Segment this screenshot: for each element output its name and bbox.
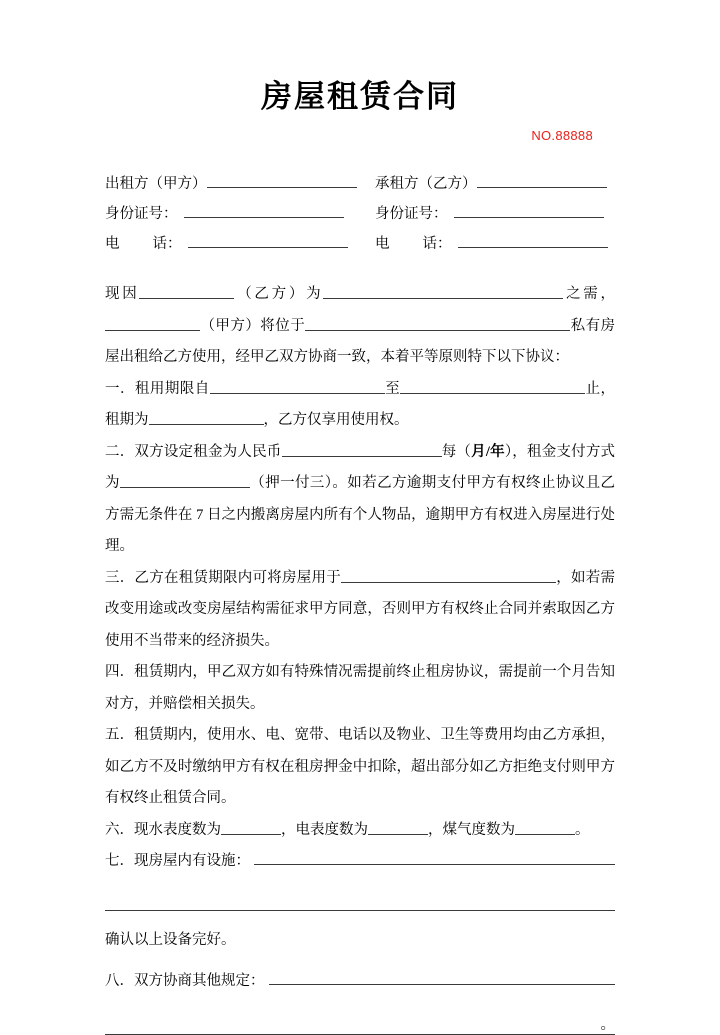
- lessor-id-field: [105, 199, 375, 229]
- clause-1-blank-start[interactable]: [210, 379, 385, 394]
- lessor-name-blank[interactable]: [207, 173, 357, 188]
- lessor-name-label: 出租方（甲方）: [105, 176, 207, 193]
- clause-6: [105, 815, 615, 847]
- clause-1-blank-term[interactable]: [149, 410, 264, 425]
- clause-4-text: 租赁期内，甲乙双方如有特殊情况需提前终止租房协议，需提前一个月告知对方，并赔偿相关损失。: [105, 664, 616, 712]
- preamble-blank-lessor[interactable]: [105, 316, 200, 331]
- preamble-text-2: （乙方）为: [234, 286, 324, 303]
- clause-7: [105, 846, 615, 878]
- document-number: NO.88888: [531, 128, 593, 144]
- clause-7-blank-line-1[interactable]: [254, 850, 615, 865]
- lessor-id-label: 身份证号：: [105, 206, 178, 223]
- clause-7-number: 七．: [105, 853, 134, 870]
- preamble-text-5: 将位于: [260, 317, 306, 334]
- clause-2-text-2c: ），租金支付方式为: [105, 443, 616, 492]
- party-row-name: [105, 169, 615, 199]
- clause-6-text-2: ，电表度数为: [281, 821, 368, 838]
- spacer: [105, 878, 615, 888]
- clause-5: [105, 720, 615, 815]
- clause-6-blank-water[interactable]: [221, 820, 281, 835]
- page-title: 房屋租赁合同: [261, 79, 459, 114]
- clause-6-number: 六．: [105, 821, 134, 838]
- lessee-name-label: 承租方（乙方）: [375, 176, 477, 193]
- lessee-phone-blank[interactable]: [458, 233, 608, 248]
- clause-1-blank-end[interactable]: [400, 379, 585, 394]
- parties-block: [105, 169, 615, 259]
- lessor-phone-colon: ：: [167, 236, 182, 253]
- confirmation-line: 确认以上设备完好。: [105, 931, 236, 948]
- clause-1-text-3: 止，租期为: [105, 380, 616, 429]
- clause-1-text-2: 至: [384, 380, 401, 397]
- clause-6-text-3: ，煤气度数为: [428, 821, 515, 838]
- clause-7-blank-line-2[interactable]: [105, 888, 615, 911]
- clause-2-period-unit: 月/年: [471, 443, 505, 460]
- clause-4: [105, 657, 615, 720]
- clause-1-number: 一．: [105, 380, 135, 397]
- clause-3-blank-use[interactable]: [341, 568, 556, 583]
- clause-1-text-4: ，乙方仅享用使用权。: [263, 412, 409, 429]
- clause-1: [105, 374, 615, 437]
- clause-2-number: 二．: [105, 443, 135, 460]
- preamble-text-4: （甲方）: [200, 317, 261, 334]
- clause-2-text-1: 双方设定租金为人民币: [134, 443, 282, 460]
- clause-6-blank-gas[interactable]: [515, 820, 575, 835]
- preamble-blank-lessee[interactable]: [139, 284, 234, 299]
- clause-7-text: 现房屋内有设施：: [134, 853, 250, 870]
- clause-3-text-1: 乙方在租赁期限内可将房屋用于: [134, 569, 341, 586]
- lessor-name-field: [105, 169, 375, 199]
- clause-3-text-2: ，如若需改变用途或改变房屋结构需征求甲方同意，否则甲方有权终止合同并索取因乙方使用不当带来的经济损失。: [105, 569, 615, 649]
- clause-5-number: 五．: [105, 727, 135, 744]
- lessee-id-field: [375, 199, 615, 229]
- preamble-text-1: 现因: [105, 286, 140, 303]
- clause-8-end-mark: 。: [600, 1017, 615, 1034]
- clause-4-number: 四．: [105, 664, 135, 681]
- lessee-name-field: [375, 169, 615, 199]
- party-row-id: [105, 199, 615, 229]
- preamble-paragraph: [105, 279, 615, 374]
- lessee-phone-colon: ：: [437, 236, 452, 253]
- clause-8-number: 八．: [105, 973, 134, 990]
- lessee-phone-label: 电话: [375, 236, 437, 253]
- lessor-phone-blank[interactable]: [188, 233, 348, 248]
- lessor-phone-field: [105, 229, 375, 259]
- clause-8-blank-line-2[interactable]: [105, 1008, 615, 1035]
- lessor-id-blank[interactable]: [184, 203, 344, 218]
- clause-8-text: 双方协商其他规定：: [134, 973, 265, 990]
- party-row-phone: [105, 229, 615, 259]
- clause-6-text-1: 现水表度数为: [134, 821, 221, 838]
- document-content: [105, 0, 615, 1035]
- lessee-phone-field: [375, 229, 615, 259]
- clause-8-blank-line-1[interactable]: [269, 970, 616, 985]
- clause-2-blank-payment[interactable]: [120, 473, 250, 488]
- clause-6-blank-electric[interactable]: [368, 820, 428, 835]
- clause-2-blank-rent[interactable]: [282, 442, 442, 457]
- preamble-text-3: 之需，: [563, 286, 616, 303]
- preamble-blank-purpose[interactable]: [323, 284, 563, 299]
- clause-8: [105, 966, 615, 998]
- lessee-id-blank[interactable]: [454, 203, 604, 218]
- preamble-text-6: 私有房屋出租给乙方使用，经甲乙双方协商一致，本着平等原则特下以下协议：: [105, 317, 616, 366]
- clause-3-number: 三．: [105, 569, 135, 586]
- lessor-phone-label: 电话: [105, 236, 167, 253]
- clause-2: [105, 437, 615, 563]
- clause-1-text-1: 租用期限自: [134, 380, 210, 397]
- clause-6-text-4: 。: [575, 821, 590, 838]
- lessee-name-blank[interactable]: [477, 173, 607, 188]
- clause-3: [105, 563, 615, 658]
- preamble-blank-address[interactable]: [305, 316, 570, 331]
- clause-2-text-2: 每（: [441, 443, 472, 460]
- lessee-id-label: 身份证号：: [375, 206, 448, 223]
- spacer: [105, 998, 615, 1008]
- clause-2-text-3: （押一付三）。如若乙方逾期支付甲方有权终止协议且乙方需无条件在 7 日之内搬离房屋内所有个人物品，逾期甲方有权进入房屋进行处理。: [105, 475, 616, 555]
- clause-5-text: 租赁期内，使用水、电、宽带、电话以及物业、卫生等费用均由乙方承担，如乙方不及时缴纳甲方有权在租房押金中扣除，超出部分如乙方拒绝支付则甲方有权终止租赁合同。: [105, 727, 616, 807]
